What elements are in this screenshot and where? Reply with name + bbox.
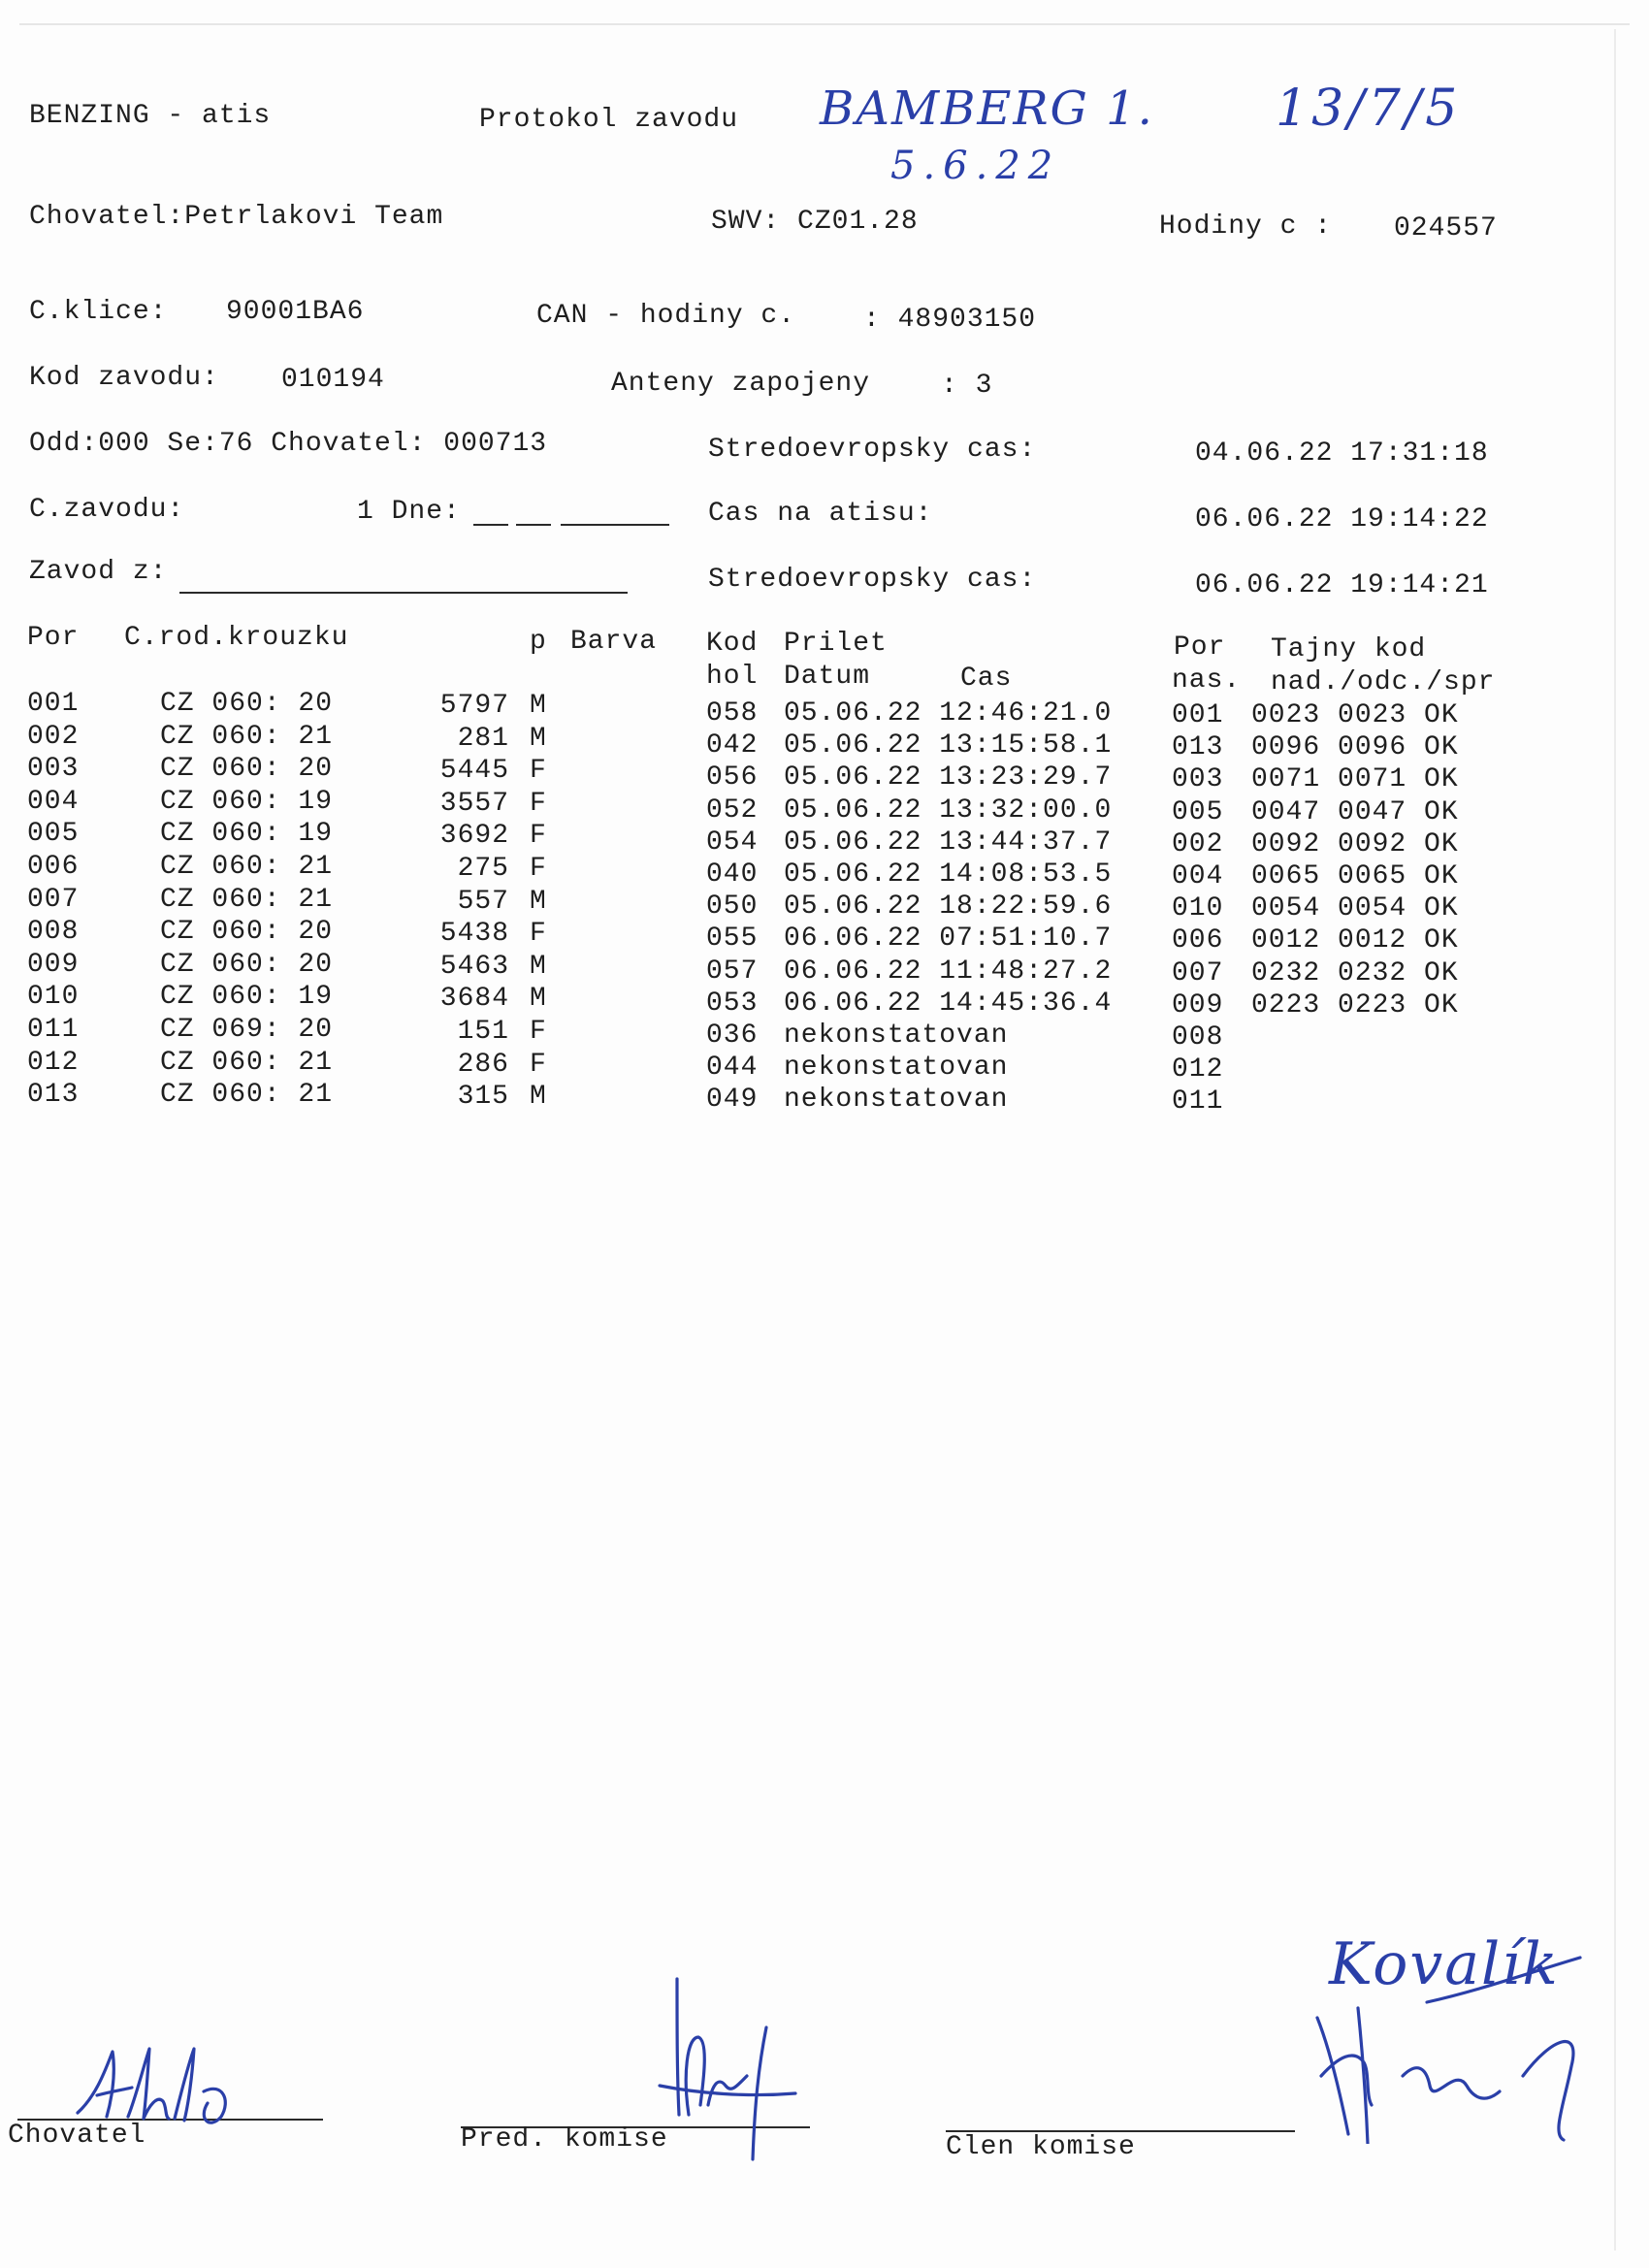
row-rank: 002 xyxy=(1172,829,1224,859)
row-rank: 007 xyxy=(1172,958,1224,988)
row-sex: F xyxy=(530,1017,547,1047)
row-rank: 013 xyxy=(1172,732,1224,762)
row-por: 011 xyxy=(27,1015,80,1045)
row-ring-number: 3692 xyxy=(439,821,509,851)
chair-signature-label: Pred. komise xyxy=(461,2124,668,2155)
row-sex: M xyxy=(530,887,547,917)
race-code-label: Kod zavodu: xyxy=(29,363,219,393)
row-por: 013 xyxy=(27,1080,80,1110)
antennas-value: : 3 xyxy=(941,371,993,401)
row-sex: M xyxy=(530,984,547,1014)
atis-time-label: Cas na atisu: xyxy=(708,499,933,529)
row-kod: 044 xyxy=(706,1053,759,1083)
col-header-por: Por xyxy=(27,623,80,653)
row-arrival: 05.06.22 13:23:29.7 xyxy=(784,762,1113,793)
key-label: C.klice: xyxy=(29,297,168,327)
row-rank: 003 xyxy=(1172,764,1224,794)
row-sex: M xyxy=(530,952,547,982)
row-kod: 055 xyxy=(706,923,759,954)
row-ring: CZ 060: 19 xyxy=(160,819,334,849)
race-number-label: C.zavodu: xyxy=(29,495,185,525)
row-por: 008 xyxy=(27,917,80,947)
member-signature xyxy=(1310,1998,1600,2144)
row-ring: CZ 060: 21 xyxy=(160,722,334,752)
breeder-name: Petrlakovi Team xyxy=(184,202,444,232)
row-secret-code: 0054 0054 OK xyxy=(1251,893,1459,923)
row-ring: CZ 060: 21 xyxy=(160,852,334,882)
race-number-value: 1 Dne: xyxy=(357,497,461,527)
row-secret-code: 0047 0047 OK xyxy=(1251,797,1459,827)
handwritten-race-date: 5.6.22 xyxy=(890,144,1061,188)
row-rank: 004 xyxy=(1172,861,1224,891)
row-arrival: nekonstatovan xyxy=(784,1021,1009,1051)
row-ring: CZ 060: 19 xyxy=(160,982,334,1012)
row-secret-code: 0096 0096 OK xyxy=(1251,732,1459,762)
row-ring-number: 315 xyxy=(457,1082,509,1112)
row-arrival: nekonstatovan xyxy=(784,1085,1009,1115)
cet2-value: 06.06.22 19:14:21 xyxy=(1195,570,1489,600)
row-ring-number: 3684 xyxy=(439,984,509,1014)
row-por: 002 xyxy=(27,722,80,752)
row-arrival: 05.06.22 12:46:21.0 xyxy=(784,698,1113,729)
row-ring: CZ 060: 20 xyxy=(160,950,334,980)
cet1-value: 04.06.22 17:31:18 xyxy=(1195,438,1489,469)
row-kod: 058 xyxy=(706,698,759,729)
row-kod: 049 xyxy=(706,1085,759,1115)
row-kod: 052 xyxy=(706,795,759,826)
row-ring: CZ 060: 20 xyxy=(160,754,334,784)
row-por: 010 xyxy=(27,982,80,1012)
row-ring: CZ 060: 21 xyxy=(160,885,334,915)
row-sex: M xyxy=(530,691,547,721)
row-kod: 050 xyxy=(706,891,759,922)
breeder-signature-label: Chovatel xyxy=(8,2121,146,2151)
member-handwritten-name: Kovalík xyxy=(1329,1930,1560,1998)
row-ring: CZ 060: 21 xyxy=(160,1048,334,1078)
row-kod: 042 xyxy=(706,730,759,761)
row-ring-number: 3557 xyxy=(439,789,509,819)
scan-edge-top xyxy=(19,23,1630,25)
clock-value: 024557 xyxy=(1394,213,1498,243)
row-sex: F xyxy=(530,756,547,786)
month-blank xyxy=(516,524,551,526)
can-value: : 48903150 xyxy=(863,305,1037,335)
row-ring: CZ 069: 20 xyxy=(160,1015,334,1045)
row-ring-number: 5438 xyxy=(439,919,509,949)
row-rank: 008 xyxy=(1172,1022,1224,1053)
row-ring-number: 275 xyxy=(457,854,509,884)
row-arrival: 05.06.22 14:08:53.5 xyxy=(784,859,1113,890)
row-ring-number: 5445 xyxy=(439,756,509,786)
row-arrival: 06.06.22 14:45:36.4 xyxy=(784,988,1113,1019)
row-sex: F xyxy=(530,789,547,819)
row-ring: CZ 060: 20 xyxy=(160,917,334,947)
row-por: 003 xyxy=(27,754,80,784)
row-ring-number: 5463 xyxy=(439,952,509,982)
row-secret-code: 0223 0223 OK xyxy=(1251,990,1459,1021)
swv-line xyxy=(711,207,919,238)
col-header-color: Barva xyxy=(570,627,658,657)
member-signature-underline xyxy=(1421,1952,1586,2010)
col-header-ring: C.rod.krouzku xyxy=(124,623,349,653)
row-rank: 005 xyxy=(1172,797,1224,827)
row-arrival: 05.06.22 13:32:00.0 xyxy=(784,795,1113,826)
row-sex: F xyxy=(530,821,547,851)
row-sex: F xyxy=(530,854,547,884)
row-secret-code: 0012 0012 OK xyxy=(1251,925,1459,956)
row-rank: 001 xyxy=(1172,700,1224,730)
row-ring-number: 151 xyxy=(457,1017,509,1047)
col-header-secret: Tajny kod xyxy=(1271,634,1427,664)
atis-time-value: 06.06.22 19:14:22 xyxy=(1195,504,1489,535)
race-from-blank xyxy=(179,592,628,594)
row-secret-code: 0071 0071 OK xyxy=(1251,764,1459,794)
row-sex: M xyxy=(530,1082,547,1112)
row-kod: 057 xyxy=(706,956,759,987)
row-por: 005 xyxy=(27,819,80,849)
col-header-cas: Cas xyxy=(960,664,1013,694)
race-code-value: 010194 xyxy=(281,365,385,395)
member-signature-label: Clen komise xyxy=(946,2132,1136,2162)
row-ring-number: 5797 xyxy=(439,691,509,721)
row-por: 006 xyxy=(27,852,80,882)
row-kod: 056 xyxy=(706,762,759,793)
col-header-p: p xyxy=(530,627,547,657)
breeder-line xyxy=(29,202,443,233)
document-title: Protokol zavodu xyxy=(479,105,739,135)
row-kod: 036 xyxy=(706,1021,759,1051)
row-arrival: 05.06.22 13:44:37.7 xyxy=(784,827,1113,858)
row-rank: 010 xyxy=(1172,893,1224,923)
row-por: 012 xyxy=(27,1048,80,1078)
row-ring: CZ 060: 20 xyxy=(160,689,334,719)
row-por: 004 xyxy=(27,787,80,817)
row-rank: 012 xyxy=(1172,1054,1224,1085)
col-header-datum: Datum xyxy=(784,662,871,692)
cet1-label: Stredoevropsky cas: xyxy=(708,435,1037,465)
row-ring-number: 557 xyxy=(457,887,509,917)
row-secret-code: 0065 0065 OK xyxy=(1251,861,1459,891)
row-sex: F xyxy=(530,1050,547,1080)
row-por: 001 xyxy=(27,689,80,719)
year-blank xyxy=(561,524,669,526)
row-por: 009 xyxy=(27,950,80,980)
swv-label: SWV: xyxy=(711,207,781,237)
row-secret-code: 0232 0232 OK xyxy=(1251,958,1459,988)
breeder-label: Chovatel: xyxy=(29,202,185,232)
row-rank: 009 xyxy=(1172,990,1224,1021)
can-label: CAN - hodiny c. xyxy=(536,301,796,331)
row-arrival: 06.06.22 07:51:10.7 xyxy=(784,923,1113,954)
row-sex: M xyxy=(530,724,547,754)
col-header-kod: Kod xyxy=(706,629,759,659)
odd-line: Odd:000 Se:76 Chovatel: 000713 xyxy=(29,429,548,459)
cet2-label: Stredoevropsky cas: xyxy=(708,565,1037,595)
swv-value: CZ01.28 xyxy=(797,207,919,237)
col-header-nas: nas. xyxy=(1172,665,1242,696)
row-secret-code: 0023 0023 OK xyxy=(1251,700,1459,730)
row-ring: CZ 060: 19 xyxy=(160,787,334,817)
col-header-prilet: Prilet xyxy=(784,629,888,659)
row-rank: 011 xyxy=(1172,1086,1224,1117)
row-arrival: 05.06.22 18:22:59.6 xyxy=(784,891,1113,922)
scan-edge-right xyxy=(1614,29,1616,2251)
row-arrival: 06.06.22 11:48:27.2 xyxy=(784,956,1113,987)
col-header-secret-sub: nad./odc./spr xyxy=(1271,667,1496,697)
row-arrival: nekonstatovan xyxy=(784,1053,1009,1083)
row-ring-number: 281 xyxy=(457,724,509,754)
row-por: 007 xyxy=(27,885,80,915)
row-secret-code: 0092 0092 OK xyxy=(1251,829,1459,859)
clock-label: Hodiny c : xyxy=(1159,211,1333,242)
col-header-hol: hol xyxy=(706,662,759,692)
day-blank xyxy=(473,524,508,526)
system-name: BENZING - atis xyxy=(29,101,272,131)
row-sex: F xyxy=(530,919,547,949)
row-kod: 053 xyxy=(706,988,759,1019)
row-kod: 054 xyxy=(706,827,759,858)
race-from-label: Zavod z: xyxy=(29,557,168,587)
row-arrival: 05.06.22 13:15:58.1 xyxy=(784,730,1113,761)
row-ring: CZ 060: 21 xyxy=(160,1080,334,1110)
antennas-label: Anteny zapojeny xyxy=(611,369,871,399)
row-ring-number: 286 xyxy=(457,1050,509,1080)
chair-signature xyxy=(650,1969,815,2163)
row-kod: 040 xyxy=(706,859,759,890)
handwritten-number: 13/7/5 xyxy=(1276,80,1462,138)
row-rank: 006 xyxy=(1172,925,1224,956)
col-header-por2: Por xyxy=(1174,632,1226,663)
handwritten-race-name: BAMBERG 1. xyxy=(820,81,1154,136)
breeder-signature xyxy=(68,2027,242,2134)
key-value: 90001BA6 xyxy=(226,297,365,327)
